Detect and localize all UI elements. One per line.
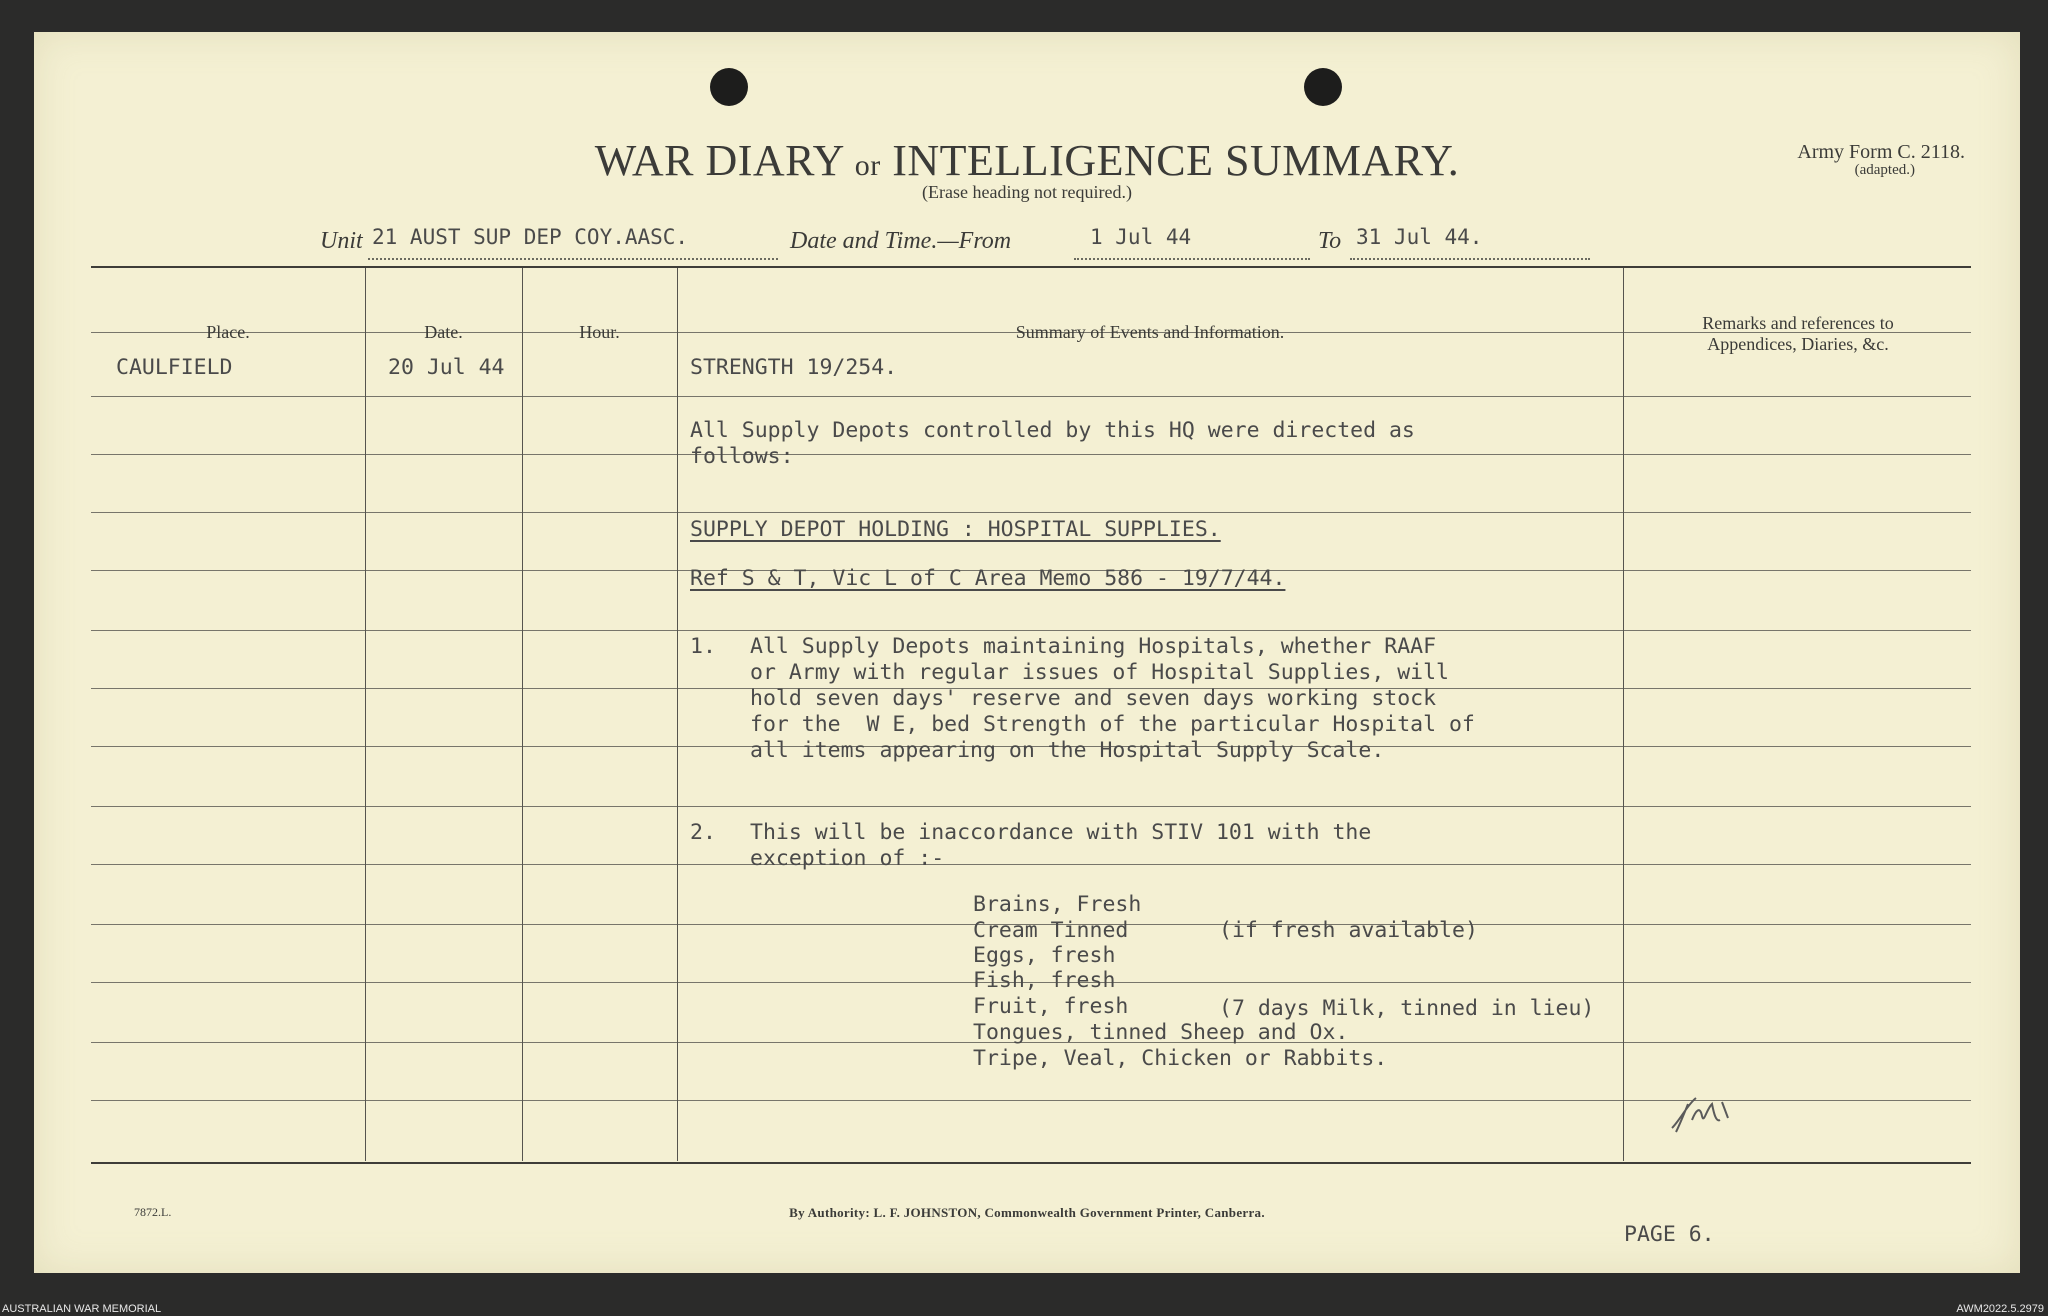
unit-date-line bbox=[320, 225, 1620, 264]
form-subtitle: (Erase heading not required.) bbox=[922, 182, 1132, 202]
item-2-line: exception of :- bbox=[750, 846, 945, 871]
item-1-line: all items appearing on the Hospital Supply Scale. bbox=[750, 738, 1385, 763]
column-divider-summary bbox=[1623, 268, 1624, 1161]
exception-item: Tongues, tinned Sheep and Ox. bbox=[973, 1020, 1349, 1045]
diary-sheet bbox=[34, 32, 2020, 1273]
exception-item: Tripe, Veal, Chicken or Rabbits. bbox=[973, 1046, 1388, 1071]
column-header-date: Date. bbox=[424, 322, 463, 342]
strength-line: STRENGTH 19/254. bbox=[690, 355, 898, 380]
column-header-remarks: Remarks and references to Appendices, Diaries, &c. bbox=[1702, 313, 1894, 354]
from-value: 1 Jul 44 bbox=[1090, 225, 1192, 249]
column-divider-hour bbox=[677, 268, 678, 1161]
column-header-summary: Summary of Events and Information. bbox=[1015, 322, 1285, 342]
printer-authority: By Authority: L. F. JOHNSTON, Commonwealth Government Printer, Canberra. bbox=[789, 1205, 1265, 1220]
ruled-line bbox=[91, 396, 1971, 397]
form-title: WAR DIARY or INTELLIGENCE SUMMARY. bbox=[594, 136, 1460, 185]
ruled-line bbox=[91, 630, 1971, 631]
item-1-line: hold seven days' reserve and seven days working stock bbox=[750, 686, 1437, 711]
exception-item: Eggs, fresh bbox=[973, 943, 1116, 968]
item-1-line: or Army with regular issues of Hospital Supplies, will bbox=[750, 660, 1449, 685]
archive-credit: AUSTRALIAN WAR MEMORIAL bbox=[2, 1303, 162, 1315]
item-1-line: for the W E, bed Strength of the particular Hospital of bbox=[750, 712, 1475, 737]
date-time-label: Date and Time.—From bbox=[790, 228, 1012, 254]
punch-hole bbox=[710, 68, 748, 106]
to-label: To bbox=[1318, 228, 1342, 254]
archive-accession: AWM2022.5.2979 bbox=[1956, 1303, 2044, 1315]
ruled-line bbox=[91, 806, 1971, 807]
ruled-line bbox=[91, 454, 1971, 455]
to-value: 31 Jul 44. bbox=[1356, 225, 1483, 249]
army-form-number: Army Form C. 2118. (adapted.) bbox=[1797, 141, 1965, 178]
table-bottom-border bbox=[91, 1162, 1971, 1164]
item-2-number: 2. bbox=[690, 820, 716, 845]
ruled-line bbox=[91, 864, 1971, 865]
unit-value: 21 AUST SUP DEP COY.AASC. bbox=[372, 225, 689, 249]
entry-place: CAULFIELD bbox=[116, 355, 233, 380]
column-header-hour: Hour. bbox=[579, 322, 620, 342]
ruled-line bbox=[91, 512, 1971, 513]
form-code: 7872.L. bbox=[134, 1205, 172, 1219]
page-number: PAGE 6. bbox=[1624, 1222, 1715, 1247]
entry-date: 20 Jul 44 bbox=[388, 355, 505, 380]
exception-item: Brains, Fresh bbox=[973, 892, 1142, 917]
exception-item: Fruit, fresh bbox=[973, 994, 1129, 1019]
punch-hole bbox=[1304, 68, 1342, 106]
item-2-line: This will be inaccordance with STIV 101 with the bbox=[750, 820, 1372, 845]
unit-label: Unit bbox=[320, 228, 363, 254]
reference-line: Ref S & T, Vic L of C Area Memo 586 - 19/7/44. bbox=[690, 566, 1286, 591]
section-heading: SUPPLY DEPOT HOLDING : HOSPITAL SUPPLIES. bbox=[690, 517, 1221, 542]
item-1-number: 1. bbox=[690, 634, 716, 659]
directed-line-2: follows: bbox=[690, 444, 794, 469]
item-1-line: All Supply Depots maintaining Hospitals, whether RAAF bbox=[750, 634, 1437, 659]
exception-note: (7 days Milk, tinned in lieu) bbox=[1219, 996, 1595, 1021]
handwritten-initials bbox=[1666, 1090, 1746, 1140]
column-divider-place bbox=[365, 268, 366, 1161]
directed-line-1: All Supply Depots controlled by this HQ were directed as bbox=[690, 418, 1415, 443]
exception-item: Cream Tinned bbox=[973, 918, 1129, 943]
exception-note: (if fresh available) bbox=[1219, 918, 1478, 943]
column-divider-date bbox=[522, 268, 523, 1161]
exception-item: Fish, fresh bbox=[973, 968, 1116, 993]
table-top-border bbox=[91, 266, 1971, 268]
column-header-place: Place. bbox=[206, 322, 250, 342]
